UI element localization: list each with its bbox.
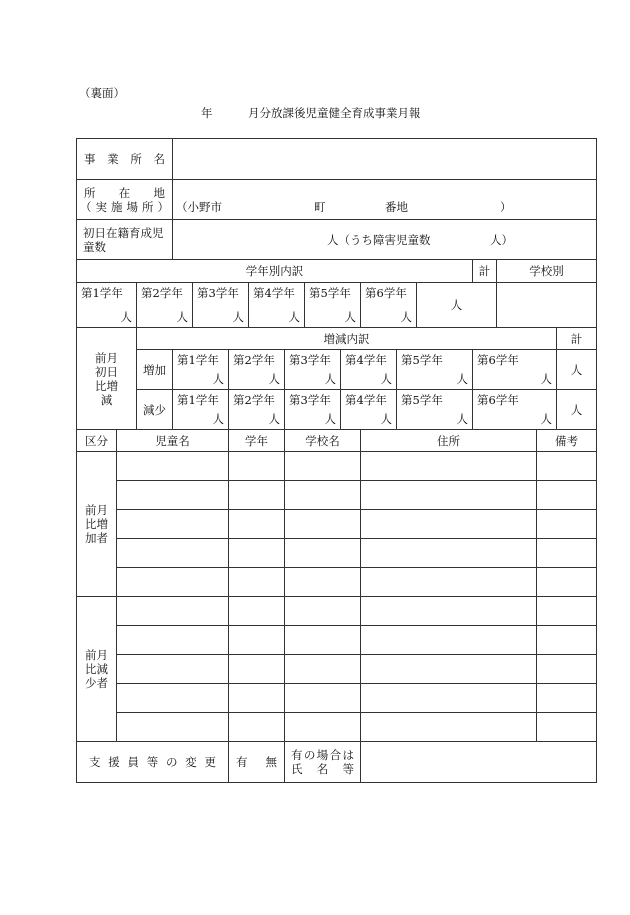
change-label-line: 減 <box>100 392 113 407</box>
grade-cell[interactable] <box>137 283 193 328</box>
grade-cell[interactable] <box>193 283 249 328</box>
unit-label: 人 <box>120 310 132 324</box>
list-decrease-label-line: 前月 <box>85 648 108 662</box>
list-address-cell[interactable] <box>361 597 537 626</box>
list-increase-label-line: 前月 <box>85 503 108 517</box>
list-remarks-cell[interactable] <box>537 655 597 684</box>
list-grade-cell[interactable] <box>229 684 285 713</box>
change-label <box>77 328 137 430</box>
unit-label: 人 <box>268 372 281 386</box>
increase-label: 増加 <box>137 350 173 390</box>
unit-label: 人 <box>400 310 413 324</box>
staff-if-yes-line1 <box>285 748 360 762</box>
grade-total-header: 計 <box>473 260 497 283</box>
list-grade-cell[interactable] <box>229 481 285 510</box>
list-school-cell[interactable] <box>285 481 361 510</box>
list-grade-cell[interactable] <box>229 452 285 481</box>
grade-breakdown-header: 学年別内訳 <box>77 260 473 283</box>
decrease-total-cell[interactable]: 人 <box>557 390 597 430</box>
list-school-cell[interactable] <box>285 684 361 713</box>
location-char: （ <box>80 199 92 214</box>
list-decrease-label-line: 比減 <box>85 662 108 676</box>
location-address: 番地 <box>385 200 409 214</box>
enrollment-unit-close: 人） <box>490 233 514 247</box>
location-char: 在 <box>118 185 131 200</box>
increase-grade-cell[interactable] <box>285 350 341 390</box>
list-school-cell[interactable] <box>285 452 361 481</box>
list-remarks-cell[interactable] <box>537 684 597 713</box>
location-label-line2 <box>77 200 172 214</box>
staff-if-yes-char: 場 <box>316 748 329 762</box>
list-child-name-cell[interactable] <box>117 597 229 626</box>
list-address-cell[interactable] <box>361 539 537 568</box>
grade-label: 第2学年 <box>233 393 275 407</box>
unit-label: 人 <box>324 372 337 386</box>
staff-if-yes-char: 名 <box>316 762 329 776</box>
school-breakdown-cell[interactable] <box>497 283 597 328</box>
list-address-cell[interactable] <box>361 626 537 655</box>
location-char: 所 <box>142 199 154 214</box>
increase-grade-cell[interactable] <box>397 350 473 390</box>
increase-grade-cell[interactable] <box>473 350 557 390</box>
list-grade-cell[interactable] <box>229 510 285 539</box>
no-label: 無 <box>265 755 278 769</box>
enrollment-value[interactable] <box>173 220 597 260</box>
unit-label: 人 <box>540 412 553 426</box>
list-child-name-cell[interactable] <box>117 452 229 481</box>
grade-label: 第1学年 <box>177 353 219 367</box>
grade-label: 第3学年 <box>289 393 331 407</box>
staff-change-char: 更 <box>204 755 216 769</box>
staff-change-if-yes-label <box>285 742 361 783</box>
location-char: 所 <box>84 185 96 200</box>
staff-change-char: の <box>166 755 178 769</box>
business-name-label-chars <box>77 152 172 166</box>
report-title: 月分放課後児童健全育成事業月報 <box>248 106 421 120</box>
grade-label: 第3学年 <box>197 286 239 300</box>
grade-label: 第6学年 <box>365 286 407 300</box>
unit-label: 人 <box>324 412 337 426</box>
list-address-cell[interactable] <box>361 684 537 713</box>
decrease-grade-cell[interactable] <box>341 390 397 430</box>
list-address-cell[interactable] <box>361 655 537 684</box>
grade-label: 第6学年 <box>477 353 519 367</box>
decrease-label: 減少 <box>137 390 173 430</box>
staff-change-char: 等 <box>146 755 159 769</box>
change-label-line: 比増 <box>95 378 118 393</box>
list-header-school: 学校名 <box>285 430 361 452</box>
list-remarks-cell[interactable] <box>537 597 597 626</box>
grade-label: 第4学年 <box>253 286 295 300</box>
list-child-name-cell[interactable] <box>117 510 229 539</box>
list-child-name-cell[interactable] <box>117 684 229 713</box>
monthly-report-form <box>76 138 583 783</box>
staff-if-yes-char: 合 <box>329 748 342 762</box>
unit-label: 人 <box>288 310 301 324</box>
enrollment-unit: 人（うち障害児童数 <box>327 233 431 247</box>
list-decrease-label-line: 少者 <box>85 676 108 690</box>
decrease-grade-cell[interactable] <box>173 390 229 430</box>
location-close: ） <box>500 200 512 214</box>
list-header-address: 住所 <box>361 430 537 452</box>
unit-label: 人 <box>232 310 245 324</box>
list-school-cell[interactable] <box>285 597 361 626</box>
list-remarks-cell[interactable] <box>537 568 597 597</box>
list-header-child-name: 児童名 <box>117 430 229 452</box>
decrease-grade-cell[interactable] <box>285 390 341 430</box>
unit-label: 人 <box>380 412 393 426</box>
list-school-cell[interactable] <box>285 626 361 655</box>
grade-cell[interactable] <box>249 283 305 328</box>
list-school-cell[interactable] <box>285 510 361 539</box>
location-label-line1 <box>77 186 172 200</box>
grade-label: 第2学年 <box>233 353 275 367</box>
grade-label: 第4学年 <box>345 353 387 367</box>
list-address-cell[interactable] <box>361 568 537 597</box>
list-address-cell[interactable] <box>361 713 537 742</box>
location-char: 施 <box>111 199 123 214</box>
unit-label: 人 <box>268 412 281 426</box>
location-label <box>77 180 173 220</box>
business-name-char: 事 <box>84 152 96 166</box>
list-increase-label-line: 比増 <box>85 517 108 531</box>
location-char: ） <box>157 199 169 214</box>
grade-label: 第5学年 <box>401 393 443 407</box>
list-header-category: 区分 <box>77 430 117 452</box>
staff-change-char: 員 <box>127 755 139 769</box>
staff-if-yes-char: の <box>303 748 316 762</box>
unit-label: 人 <box>380 372 393 386</box>
list-remarks-cell[interactable] <box>537 452 597 481</box>
grade-cell[interactable] <box>77 283 137 328</box>
list-child-name-cell[interactable] <box>117 568 229 597</box>
grade-label: 第5学年 <box>401 353 443 367</box>
location-char: 地 <box>153 185 165 200</box>
unit-label: 人 <box>212 412 225 426</box>
unit-label: 人 <box>456 412 469 426</box>
grade-cell[interactable] <box>305 283 361 328</box>
grade-cell[interactable] <box>361 283 417 328</box>
staff-if-yes-char: 氏 <box>291 762 303 776</box>
list-grade-cell[interactable] <box>229 568 285 597</box>
list-remarks-cell[interactable] <box>537 510 597 539</box>
list-child-name-cell[interactable] <box>117 655 229 684</box>
list-header-grade: 学年 <box>229 430 285 452</box>
unit-label: 人 <box>540 372 553 386</box>
list-child-name-cell[interactable] <box>117 481 229 510</box>
business-name-value[interactable] <box>173 139 597 180</box>
list-school-cell[interactable] <box>285 568 361 597</box>
list-school-cell[interactable] <box>285 539 361 568</box>
location-value[interactable] <box>173 180 597 220</box>
list-address-cell[interactable] <box>361 481 537 510</box>
staff-change-yesno-chars <box>229 755 284 769</box>
list-decrease-label <box>77 597 117 742</box>
decrease-grade-cell[interactable] <box>473 390 557 430</box>
staff-change-yesno[interactable] <box>229 742 285 783</box>
list-grade-cell[interactable] <box>229 597 285 626</box>
list-grade-cell[interactable] <box>229 539 285 568</box>
list-grade-cell[interactable] <box>229 713 285 742</box>
list-grade-cell[interactable] <box>229 655 285 684</box>
location-prefix: （小野市 <box>176 200 223 214</box>
list-header-remarks: 備考 <box>537 430 597 452</box>
back-side-label: （裏面） <box>79 86 125 100</box>
decrease-grade-cell[interactable] <box>397 390 473 430</box>
list-address-cell[interactable] <box>361 452 537 481</box>
list-grade-cell[interactable] <box>229 626 285 655</box>
enrollment-label: 初日在籍育成児童数 <box>77 220 173 260</box>
increase-grade-cell[interactable] <box>173 350 229 390</box>
list-remarks-cell[interactable] <box>537 626 597 655</box>
staff-change-label <box>77 742 229 783</box>
list-child-name-cell[interactable] <box>117 713 229 742</box>
list-increase-label-line: 加者 <box>85 531 108 545</box>
change-label-line: 前月 <box>95 350 118 365</box>
staff-if-yes-char: は <box>342 748 355 762</box>
list-address-cell[interactable] <box>361 510 537 539</box>
increase-grade-cell[interactable] <box>229 350 285 390</box>
business-name-label <box>77 139 173 180</box>
list-increase-label <box>77 452 117 597</box>
business-name-char: 名 <box>153 152 166 166</box>
location-town: 町 <box>314 200 326 214</box>
grade-label: 第6学年 <box>477 393 519 407</box>
school-breakdown-header: 学校別 <box>497 260 597 283</box>
unit-label: 人 <box>212 372 225 386</box>
unit-label: 人 <box>456 372 469 386</box>
change-label-line: 初日 <box>95 364 118 379</box>
grade-label: 第1学年 <box>177 393 219 407</box>
list-child-name-cell[interactable] <box>117 626 229 655</box>
business-name-char: 業 <box>107 152 119 166</box>
staff-change-label-chars <box>77 755 228 769</box>
grade-label: 第5学年 <box>309 286 351 300</box>
unit-label: 人 <box>176 310 189 324</box>
list-school-cell[interactable] <box>285 713 361 742</box>
grade-label: 第2学年 <box>141 286 183 300</box>
increase-grade-cell[interactable] <box>341 350 397 390</box>
change-breakdown-header: 増減内訳 <box>137 328 557 350</box>
grade-label: 第3学年 <box>289 353 331 367</box>
staff-change-char: 変 <box>185 755 197 769</box>
grade-label: 第1学年 <box>81 286 123 300</box>
staff-if-yes-char: 等 <box>342 762 355 776</box>
staff-if-yes-char: 有 <box>291 748 303 762</box>
year-label: 年 <box>201 106 213 120</box>
business-name-char: 所 <box>130 152 142 166</box>
grade-total-cell[interactable]: 人 <box>417 283 497 328</box>
unit-label: 人 <box>344 310 357 324</box>
list-remarks-cell[interactable] <box>537 481 597 510</box>
staff-change-char: 援 <box>108 755 120 769</box>
staff-change-details[interactable] <box>361 742 597 783</box>
grade-label: 第4学年 <box>345 393 387 407</box>
yes-label: 有 <box>236 755 248 769</box>
list-child-name-cell[interactable] <box>117 539 229 568</box>
increase-total-cell[interactable]: 人 <box>557 350 597 390</box>
staff-change-char: 支 <box>89 755 101 769</box>
list-school-cell[interactable] <box>285 655 361 684</box>
list-remarks-cell[interactable] <box>537 539 597 568</box>
location-char: 場 <box>126 199 138 214</box>
change-total-header: 計 <box>557 328 597 350</box>
staff-if-yes-line2 <box>285 762 360 776</box>
list-remarks-cell[interactable] <box>537 713 597 742</box>
location-char: 実 <box>95 199 107 214</box>
decrease-grade-cell[interactable] <box>229 390 285 430</box>
